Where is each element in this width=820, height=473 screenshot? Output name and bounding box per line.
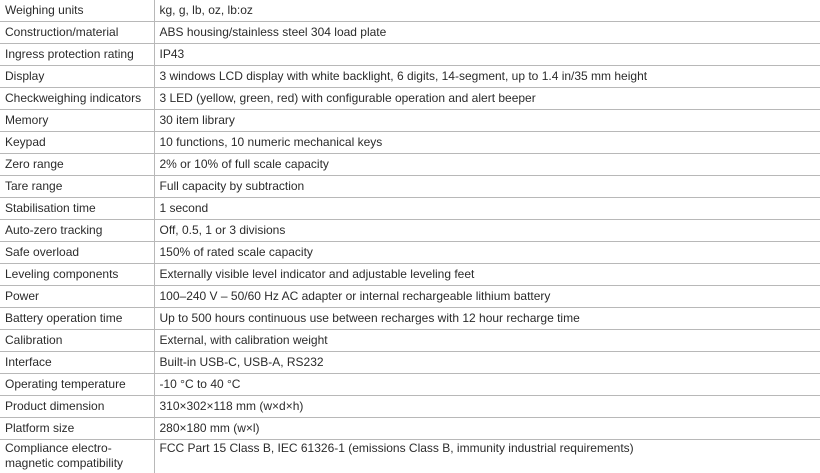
table-row (0, 242, 820, 264)
spec-value: 150% of rated scale capacity (154, 242, 820, 264)
table-row (0, 308, 820, 330)
table-row (0, 22, 820, 44)
spec-value: Full capacity by subtraction (154, 176, 820, 198)
spec-value: 30 item library (154, 110, 820, 132)
spec-value: 280×180 mm (w×l) (154, 418, 820, 440)
spec-label: Tare range (0, 176, 154, 198)
spec-value: Externally visible level indicator and adjustable leveling feet (154, 264, 820, 286)
spec-value: kg, g, lb, oz, lb:oz (154, 0, 820, 22)
table-row (0, 66, 820, 88)
spec-label: Zero range (0, 154, 154, 176)
spec-label: Power (0, 286, 154, 308)
table-row (0, 396, 820, 418)
spec-label: Platform size (0, 418, 154, 440)
spec-value: IP43 (154, 44, 820, 66)
spec-value: Built-in USB-C, USB-A, RS232 (154, 352, 820, 374)
spec-label: Construction/material (0, 22, 154, 44)
table-row (0, 154, 820, 176)
spec-label: Display (0, 66, 154, 88)
table-row (0, 374, 820, 396)
table-row (0, 44, 820, 66)
spec-label: Compliance electro-magnetic compatibility (0, 440, 154, 473)
table-row (0, 330, 820, 352)
spec-label: Weighing units (0, 0, 154, 22)
table-row (0, 198, 820, 220)
spec-label: Auto-zero tracking (0, 220, 154, 242)
table-row (0, 264, 820, 286)
spec-value: 100–240 V – 50/60 Hz AC adapter or internal rechargeable lithium battery (154, 286, 820, 308)
spec-label: Operating temperature (0, 374, 154, 396)
spec-value: External, with calibration weight (154, 330, 820, 352)
spec-label: Memory (0, 110, 154, 132)
spec-value: FCC Part 15 Class B, IEC 61326-1 (emissions Class B, immunity industrial requirements) (154, 440, 820, 473)
spec-value: 3 windows LCD display with white backlight, 6 digits, 14-segment, up to 1.4 in/35 mm height (154, 66, 820, 88)
spec-label: Keypad (0, 132, 154, 154)
table-row (0, 418, 820, 440)
spec-label: Battery operation time (0, 308, 154, 330)
spec-value: ABS housing/stainless steel 304 load plate (154, 22, 820, 44)
spec-value: 2% or 10% of full scale capacity (154, 154, 820, 176)
spec-value: Off, 0.5, 1 or 3 divisions (154, 220, 820, 242)
spec-label: Leveling components (0, 264, 154, 286)
spec-label: Safe overload (0, 242, 154, 264)
table-row (0, 176, 820, 198)
table-row (0, 220, 820, 242)
spec-label: Stabilisation time (0, 198, 154, 220)
spec-value: 3 LED (yellow, green, red) with configurable operation and alert beeper (154, 88, 820, 110)
table-row (0, 352, 820, 374)
spec-label: Checkweighing indicators (0, 88, 154, 110)
spec-value: 310×302×118 mm (w×d×h) (154, 396, 820, 418)
table-row (0, 286, 820, 308)
table-row (0, 110, 820, 132)
table-row (0, 88, 820, 110)
spec-label: Product dimension (0, 396, 154, 418)
table-row (0, 132, 820, 154)
spec-label: Calibration (0, 330, 154, 352)
spec-label: Interface (0, 352, 154, 374)
spec-value: 10 functions, 10 numeric mechanical keys (154, 132, 820, 154)
spec-label: Ingress protection rating (0, 44, 154, 66)
spec-value: -10 °C to 40 °C (154, 374, 820, 396)
spec-value: 1 second (154, 198, 820, 220)
table-row (0, 440, 820, 473)
spec-value: Up to 500 hours continuous use between recharges with 12 hour recharge time (154, 308, 820, 330)
table-row (0, 0, 820, 22)
